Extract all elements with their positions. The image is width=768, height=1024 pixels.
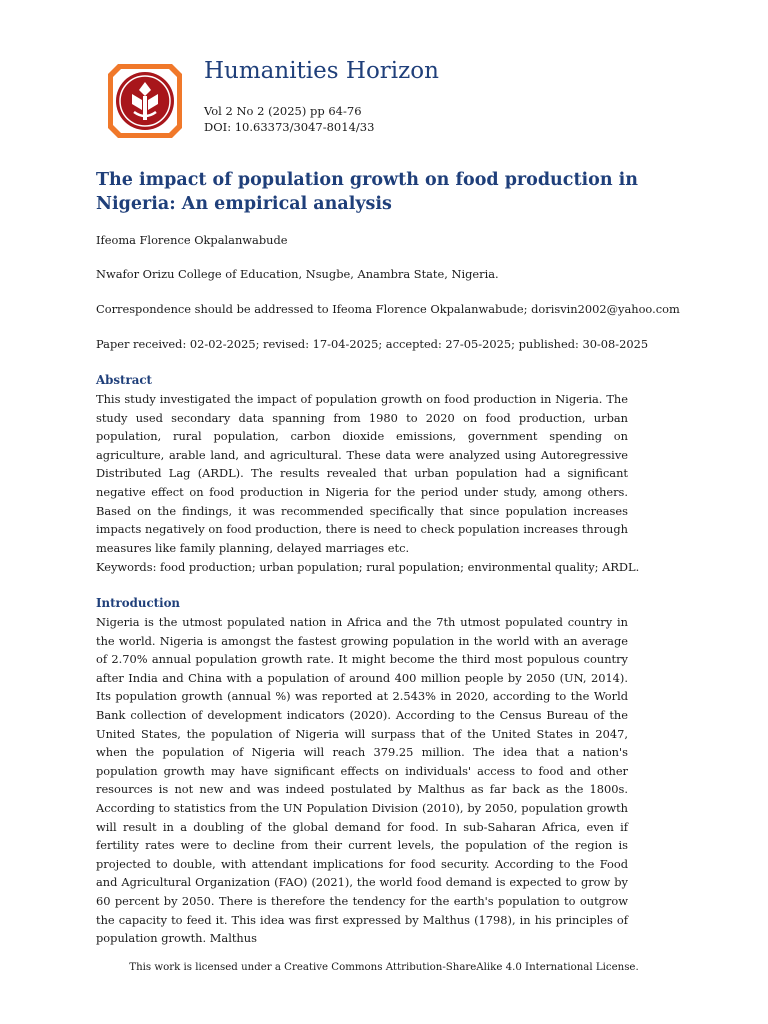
- introduction-heading: Introduction: [96, 596, 181, 610]
- author: Ifeoma Florence Okpalanwabude: [96, 233, 288, 247]
- paper-dates: Paper received: 02-02-2025; revised: 17-04-2025; accepted: 27-05-2025; published: 30-08-2025: [96, 337, 649, 351]
- correspondence: Correspondence should be addressed to Ifeoma Florence Okpalanwabude; dorisvin2002@yahoo.com: [96, 302, 680, 316]
- keywords: Keywords: food production; urban population; rural population; environmental quality; ARDL.: [96, 560, 640, 574]
- journal-logo-icon: [104, 60, 186, 142]
- abstract-text: This study investigated the impact of population growth on food production in Nigeria. The study used secondary data spanning from 1980 to 2020 on food production, urban population, rural population, carbon dioxide emissions, government spending on agriculture, arable land, and agricultural. These data were analyzed using Autoregressive Distributed Lag (ARDL). The results revealed that urban population had a significant negative effect on food production in Nigeria for the period under study, among others. Based on the findings, it was recommended specifically that since population increases impacts negatively on food production, there is need to check population increases through measures like family planning, delayed marriages etc.: [96, 392, 628, 555]
- introduction-text: Nigeria is the utmost populated nation in Africa and the 7th utmost populated country in the world. Nigeria is amongst the fastest growing population in the world with an average of 2.70% annual population growth rate. It might become the third most populous country after India and China with a population of around 400 million people by 2050 (UN, 2014). Its population growth (annual %) was reported at 2.543% in 2020, according to the World Bank collection of development indicators (2020). According to the Census Bureau of the United States, the population of Nigeria will surpass that of the United States in 2047, when the population of Nigeria will reach 379.25 million. The idea that a nation's population growth may have significant effects on individuals' access to food and other resources is not new and was indeed postulated by Malthus as far back as the 1800s. According to statistics from the UN Population Division (2010), by 2050, population growth will result in a doubling of the global demand for food. In sub-Saharan Africa, even if fertility rates were to decline from their current levels, the population of the region is projected to double, with attendant implications for food security. According to the Food and Agricultural Organization (FAO) (2021), the world food demand is expected to grow by 60 percent by 2050. There is therefore the tendency for the earth's population to outgrow the capacity to feed it. This idea was first expressed by Malthus (1798), in his principles of population growth. Malthus: [96, 615, 628, 946]
- affiliation: Nwafor Orizu College of Education, Nsugbe, Anambra State, Nigeria.: [96, 267, 499, 281]
- paper-title: The impact of population growth on food production in Nigeria: An empirical analysis: [96, 170, 639, 214]
- abstract-heading: Abstract: [96, 373, 152, 387]
- license-footer: This work is licensed under a Creative Commons Attribution-ShareAlike 4.0 International License.: [129, 962, 639, 973]
- journal-volume: Vol 2 No 2 (2025) pp 64-76: [204, 104, 362, 118]
- journal-title: Humanities Horizon: [204, 58, 439, 84]
- journal-doi[interactable]: DOI: 10.63373/3047-8014/33: [204, 120, 375, 134]
